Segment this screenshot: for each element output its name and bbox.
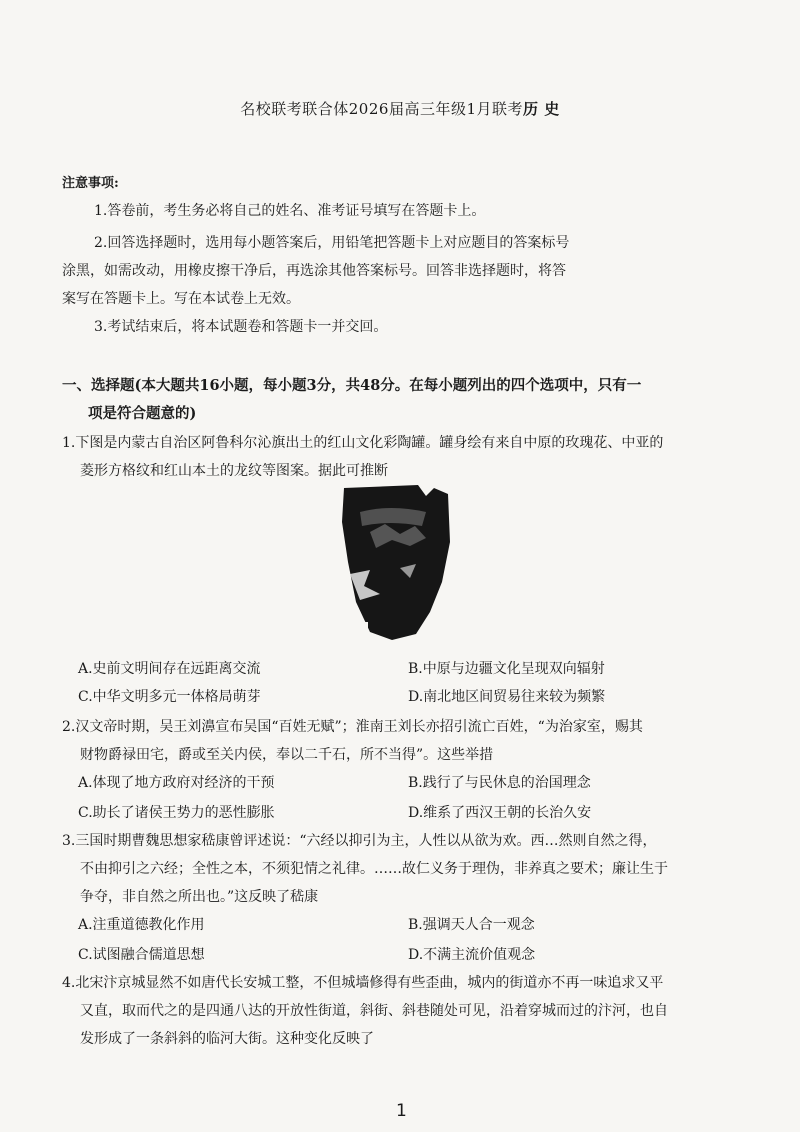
exam-title (0, 98, 800, 119)
q3-option-b: B.强调天人合一观念 (408, 917, 535, 933)
title-subject: 历 史 (523, 100, 560, 118)
q3-option-a: A.注重道德教化作用 (78, 917, 205, 933)
q3-stem-line-2: 不由抑引之六经；全性之本，不须犯情之礼律。……故仁义务于理伪，非养真之要术；廉让生于 (80, 861, 668, 877)
page-number: 1 (396, 1101, 407, 1121)
q3-option-c: C.试图融合儒道思想 (78, 947, 205, 963)
q4-stem-line-2: 又直，取而代之的是四通八达的开放性街道，斜街、斜巷随处可见，沿着穿城而过的汴河，也自 (80, 1003, 668, 1019)
q3-stem-line-3: 争夺，非自然之所出也。”这反映了嵇康 (80, 889, 319, 905)
section-heading-line-2: 项是符合题意的) (88, 405, 197, 422)
title-main: 名校联考联合体2026届高三年级1月联考 (240, 100, 523, 118)
q3-stem-line-1: 3.三国时期曹魏思想家嵇康曾评述说：“六经以抑引为主，人性以从欲为欢。西…然则自然之得， (62, 833, 657, 849)
q1-stem-line-1: 1.下图是内蒙古自治区阿鲁科尔沁旗出土的红山文化彩陶罐。罐身绘有来自中原的玫瑰花、中亚的 (62, 435, 664, 451)
painted-pottery-jar-image (330, 482, 460, 642)
q2-option-a: A.体现了地方政府对经济的干预 (78, 775, 275, 791)
q2-option-b: B.践行了与民休息的治国理念 (408, 775, 591, 791)
notice-line-4: 案写在答题卡上。写在本试卷上无效。 (62, 291, 300, 307)
q2-option-d: D.维系了西汉王朝的长治久安 (408, 805, 592, 821)
notice-line-3: 涂黑，如需改动，用橡皮擦干净后，再选涂其他答案标号。回答非选择题时，将答 (62, 263, 566, 279)
notice-heading: 注意事项: (62, 176, 119, 191)
q4-stem-line-1: 4.北宋汴京城显然不如唐代长安城工整，不但城墙修得有些歪曲，城内的街道亦不再一味追求又平 (62, 975, 664, 991)
q2-option-c: C.助长了诸侯王势力的恶性膨胀 (78, 805, 275, 821)
q4-stem-line-3: 发形成了一条斜斜的临河大街。这种变化反映了 (80, 1031, 374, 1047)
q2-stem-line-2: 财物爵禄田宅，爵或至关内侯，奉以二千石，所不当得”。这些举措 (80, 747, 494, 763)
q1-option-c: C.中华文明多元一体格局萌芽 (78, 689, 261, 705)
notice-line-1: 1.答卷前，考生务必将自己的姓名、准考证号填写在答题卡上。 (94, 203, 486, 219)
q1-option-a: A.史前文明间存在远距离交流 (78, 661, 261, 677)
q1-stem-line-2: 菱形方格纹和红山本土的龙纹等图案。据此可推断 (80, 463, 388, 479)
q1-option-d: D.南北地区间贸易往来较为频繁 (408, 689, 606, 705)
notice-line-5: 3.考试结束后，将本试题卷和答题卡一并交回。 (94, 319, 388, 335)
notice-line-2: 2.回答选择题时，选用每小题答案后，用铅笔把答题卡上对应题目的答案标号 (94, 235, 570, 251)
section-heading-line-1: 一、选择题(本大题共16小题，每小题3分，共48分。在每小题列出的四个选项中，只有一 (62, 377, 642, 394)
q2-stem-line-1: 2.汉文帝时期，吴王刘濞宣布吴国“百姓无赋”；淮南王刘长亦招引流亡百姓，“为治家室，赐其 (62, 719, 643, 735)
q3-option-d: D.不满主流价值观念 (408, 947, 536, 963)
q1-option-b: B.中原与边疆文化呈现双向辐射 (408, 661, 605, 677)
